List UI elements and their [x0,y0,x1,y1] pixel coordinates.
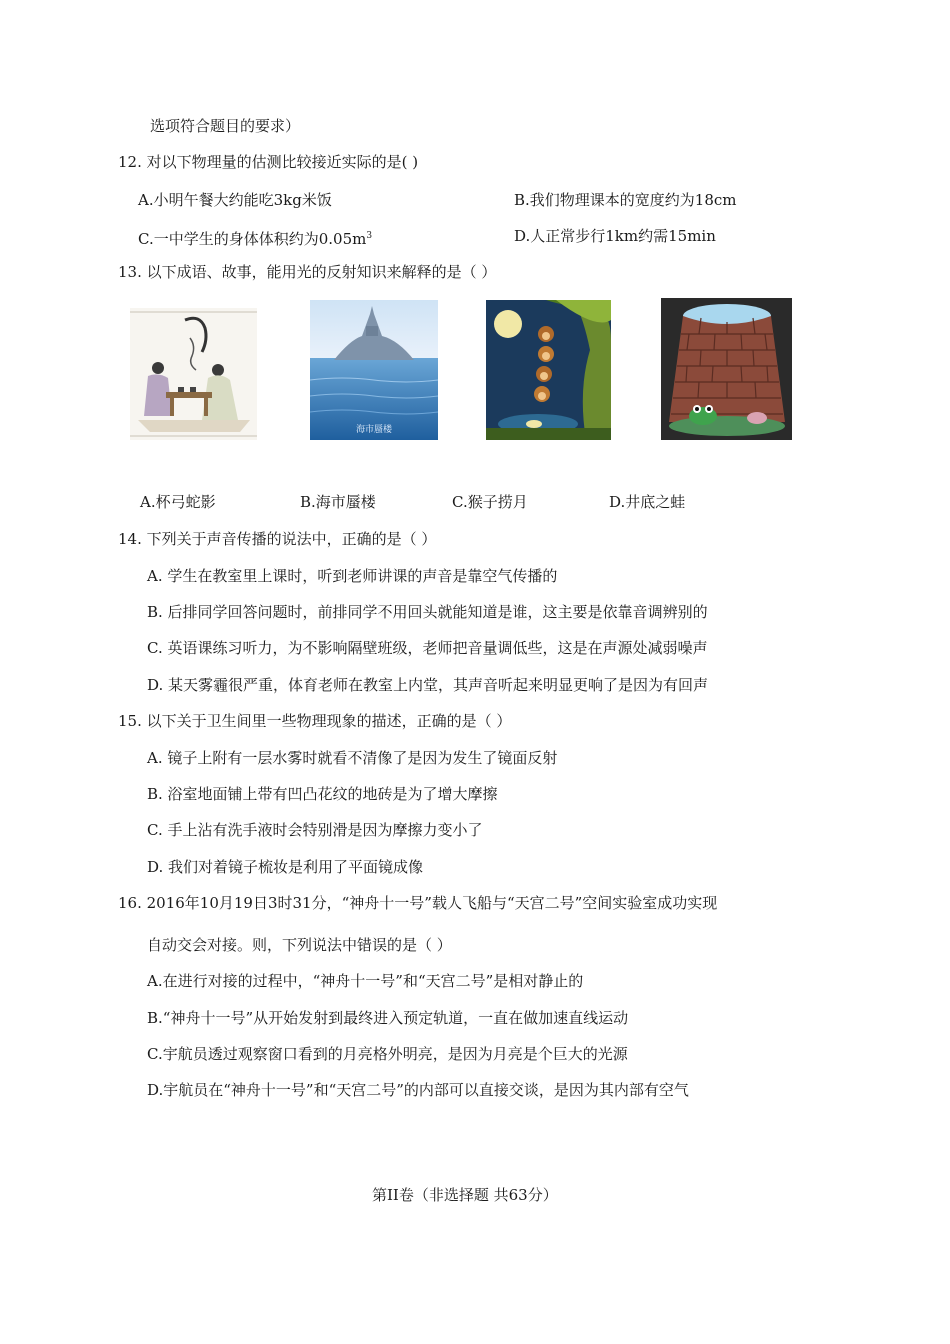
intro-tail: 选项符合题目的要求） [150,117,301,135]
q16-option-d: D.宇航员在“神舟十一号”和“天宫二号”的内部可以直接交谈，是因为其内部有空气 [147,1081,689,1099]
q16-option-b: B.“神舟十一号”从开始发射到最终进入预定轨道，一直在做加速直线运动 [147,1009,629,1027]
q16-stem: 16. 2016年10月19日3时31分，“神舟十一号”载人飞船与“天宫二号”空间实验室成功实现 [118,894,718,912]
q13-stem: 13. 以下成语、故事，能用光的反射知识来解释的是（ ） [118,263,497,281]
image-monkeys-moon [486,300,611,440]
q16-option-a: A.在进行对接的过程中，“神舟十一号”和“天宫二号”是相对静止的 [147,972,584,990]
image-mirage-caption: 海市蜃楼 [355,425,392,435]
q15-option-d: D. 我们对着镜子梳妆是利用了平面镜成像 [147,858,424,876]
q16-option-c: C.宇航员透过观察窗口看到的月亮格外明亮，是因为月亮是个巨大的光源 [147,1045,628,1063]
q15-option-c: C. 手上沾有洗手液时会特别滑是因为摩擦力变小了 [147,821,483,839]
q13-option-c: C.猴子捞月 [452,493,528,511]
q12-stem: 12. 对以下物理量的估测比较接近实际的是( ) [118,153,419,171]
q13-option-d: D.井底之蛙 [609,493,686,511]
q15-option-a: A. 镜子上附有一层水雾时就看不清像了是因为发生了镜面反射 [147,749,558,767]
q14-option-c: C. 英语课练习听力，为不影响隔壁班级，老师把音量调低些，这是在声源处减弱噪声 [147,639,708,657]
image-frog-well [661,298,792,440]
image-cup-bow-snake [130,308,257,440]
q14-option-b: B. 后排同学回答问题时，前排同学不用回头就能知道是谁，这主要是依靠音调辨别的 [147,603,708,621]
q16-stem-continued: 自动交会对接。则，下列说法中错误的是（ ） [147,936,452,954]
q12-option-d: D.人正常步行1km约需15min [514,227,716,245]
q12-option-c: C.一中学生的身体体积约为$0.05m^3$ [138,230,373,248]
q15-option-b: B. 浴室地面铺上带有凹凸花纹的地砖是为了增大摩擦 [147,785,498,803]
q13-option-a: A.杯弓蛇影 [140,493,216,511]
q14-option-a: A. 学生在教室里上课时，听到老师讲课的声音是靠空气传播的 [147,567,558,585]
q15-stem: 15. 以下关于卫生间里一些物理现象的描述，正确的是（ ） [118,712,512,730]
image-mirage [310,300,438,440]
q12-option-b: B.我们物理课本的宽度约为18cm [514,191,737,209]
q14-stem: 14. 下列关于声音传播的说法中，正确的是（ ） [118,530,437,548]
q12-option-a: A.小明午餐大约能吃3kg米饭 [138,191,332,209]
q13-option-b: B.海市蜃楼 [300,493,376,511]
q14-option-d: D. 某天雾霾很严重，体育老师在教室上内堂，其声音听起来明显更响了是因为有回声 [147,676,709,694]
section-title: 第II卷（非选择题 共63分） [372,1186,558,1204]
